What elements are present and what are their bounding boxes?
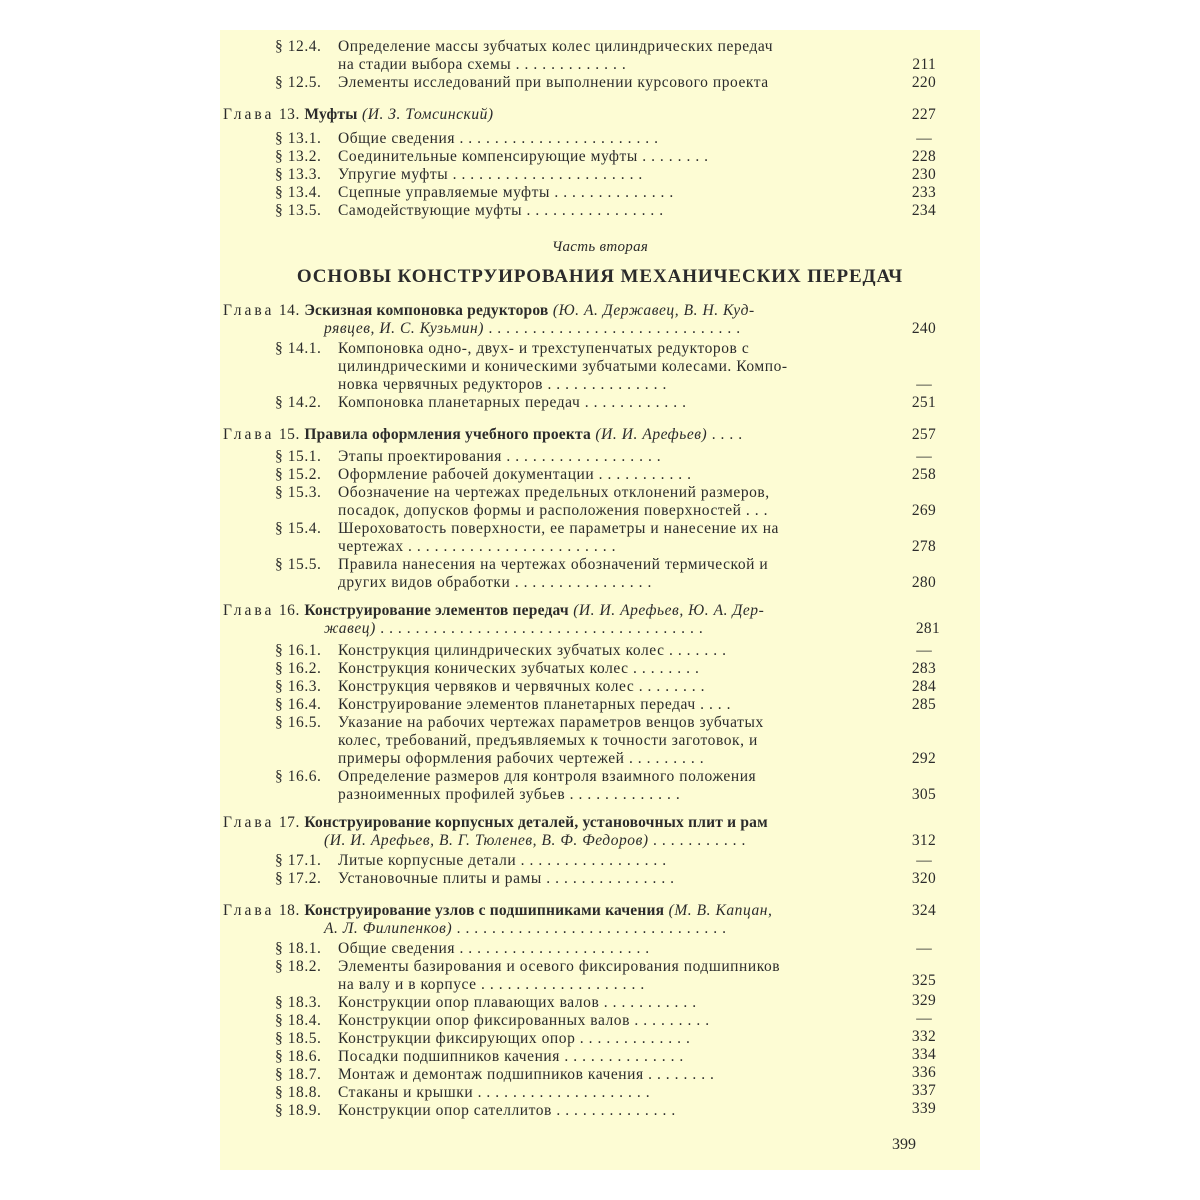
page-number: — xyxy=(916,130,932,147)
section-mark: § 16.5. xyxy=(275,714,322,731)
section-mark: § 13.5. xyxy=(275,202,322,219)
page-number: 278 xyxy=(911,538,936,555)
section-title: Обозначение на чертежах предельных отклонений размеров, xyxy=(338,484,770,501)
section-mark: § 14.2. xyxy=(275,394,322,411)
chapter-heading xyxy=(223,302,755,320)
section-mark: § 18.6. xyxy=(275,1048,322,1065)
section-title: чертежах . . . . . . . . . . . . . . . . . . . . . . . . xyxy=(338,538,617,555)
chapter-heading xyxy=(223,426,743,444)
section-mark: § 15.3. xyxy=(275,484,322,501)
chapter-authors: А. Л. Филипенков) xyxy=(324,920,453,937)
page-number: 228 xyxy=(911,148,936,165)
chapter-number: 17. xyxy=(278,814,300,831)
section-title: Конструкция конических зубчатых колес . . . . . . . . xyxy=(338,660,700,677)
chapter-lead: Глава xyxy=(223,302,275,319)
page-number: 227 xyxy=(911,106,936,123)
section-title: Общие сведения . . . . . . . . . . . . . . . . . . . . . . xyxy=(338,940,650,957)
section-title: Компоновка планетарных передач . . . . . . . . . . . . xyxy=(338,394,687,411)
section-title: Конструкции фиксирующих опор . . . . . . . . . . . . . xyxy=(338,1030,691,1047)
section-title: Конструкции опор плавающих валов . . . . . . . . . . . xyxy=(338,994,697,1011)
section-title: Элементы базирования и осевого фиксирования подшипников xyxy=(338,958,781,975)
page-number: 257 xyxy=(911,426,936,443)
chapter-authors: (Ю. А. Державец, В. Н. Куд- xyxy=(552,302,755,319)
section-mark: § 16.4. xyxy=(275,696,322,713)
page-number: — xyxy=(916,448,932,465)
section-title: Общие сведения . . . . . . . . . . . . . . . . . . . . . . . xyxy=(338,130,659,147)
chapter-heading xyxy=(223,814,768,832)
section-mark: § 16.1. xyxy=(275,642,322,659)
page-number: 240 xyxy=(911,320,936,337)
page-number: 324 xyxy=(911,902,936,919)
section-title: Конструкции опор фиксированных валов . . . . . . . . . xyxy=(338,1012,710,1029)
chapter-heading-cont xyxy=(324,920,727,938)
part-label: Часть вторая xyxy=(551,239,649,255)
section-title: Соединительные компенсирующие муфты . . . . . . . . xyxy=(338,148,709,165)
chapter-number: 16. xyxy=(278,602,300,619)
section-title: примеры оформления рабочих чертежей . . . . . . . . . xyxy=(338,750,705,767)
page-number: 283 xyxy=(911,660,936,677)
section-mark: § 17.1. xyxy=(275,852,322,869)
section-mark: § 18.7. xyxy=(275,1066,322,1083)
leader-dots: . . . . . . . . . . . . . . . . . . . . . . . . . . . . . xyxy=(488,320,741,337)
section-mark: § 18.1. xyxy=(275,940,322,957)
chapter-title: Эскизная компоновка редукторов xyxy=(304,302,549,319)
section-mark: § 18.5. xyxy=(275,1030,322,1047)
page-number: 336 xyxy=(911,1064,936,1081)
page-number: 234 xyxy=(911,202,936,219)
page-number: 230 xyxy=(911,166,936,183)
section-mark: § 13.1. xyxy=(275,130,322,147)
section-mark: § 13.4. xyxy=(275,184,322,201)
chapter-title: Правила оформления учебного проекта xyxy=(304,426,591,443)
section-mark: § 18.9. xyxy=(275,1102,322,1119)
section-title: Посадки подшипников качения . . . . . . . . . . . . . . xyxy=(338,1048,684,1065)
page-number: — xyxy=(916,376,932,393)
chapter-lead: Глава xyxy=(223,902,275,919)
section-title: Литые корпусные детали . . . . . . . . . . . . . . . . . xyxy=(338,852,667,869)
chapter-authors: (И. И. Арефьев, Ю. А. Дер- xyxy=(573,602,765,619)
chapter-lead: Глава xyxy=(223,602,275,619)
section-mark: § 18.2. xyxy=(275,958,322,975)
part-title: ОСНОВЫ КОНСТРУИРОВАНИЯ МЕХАНИЧЕСКИХ ПЕРЕДАЧ xyxy=(296,266,904,287)
page-number: — xyxy=(916,1010,932,1027)
leader-dots: . . . . . . . . . . . . . . . . . . . . . . . . . . . . . . . . . . . . . xyxy=(380,620,704,637)
section-mark: § 13.3. xyxy=(275,166,322,183)
page-number: 305 xyxy=(911,786,936,803)
page-number: 284 xyxy=(911,678,936,695)
leader-dots: . . . . . . . . . . . . . . . . . . . . . . . . . . . . . . . xyxy=(456,920,727,937)
section-title: Конструкция червяков и червячных колес . . . . . . . . xyxy=(338,678,706,695)
section-title: колес, требований, предъявляемых к точности заготовок, и xyxy=(338,732,758,749)
section-mark: § 18.4. xyxy=(275,1012,322,1029)
chapter-heading-cont xyxy=(324,320,741,338)
section-title: на валу и в корпусе . . . . . . . . . . . . . . . . . . . xyxy=(338,976,645,993)
page-number: 220 xyxy=(911,74,936,91)
section-title: Самодействующие муфты . . . . . . . . . . . . . . . . xyxy=(338,202,664,219)
page-number: 269 xyxy=(911,502,936,519)
chapter-number: 15. xyxy=(278,426,300,443)
folio-page-number: 399 xyxy=(892,1136,916,1153)
book-page xyxy=(220,30,980,1170)
section-mark: § 13.2. xyxy=(275,148,322,165)
page-number: 281 xyxy=(915,620,940,637)
section-mark: § 18.3. xyxy=(275,994,322,1011)
section-title: других видов обработки . . . . . . . . . . . . . . . . xyxy=(338,574,652,591)
chapter-number: 18. xyxy=(278,902,300,919)
chapter-lead: Глава xyxy=(223,426,275,443)
chapter-title: Конструирование узлов с подшипниками качения xyxy=(304,902,665,919)
section-mark: § 16.6. xyxy=(275,768,322,785)
chapter-authors: (И. И. Арефьев) xyxy=(595,426,708,443)
section-mark: § 15.1. xyxy=(275,448,322,465)
section-mark: § 16.2. xyxy=(275,660,322,677)
page-number: 329 xyxy=(911,992,936,1009)
page-number: — xyxy=(916,940,932,957)
page-number: 258 xyxy=(911,466,936,483)
chapter-title: Конструирование элементов передач xyxy=(304,602,569,619)
section-title: Упругие муфты . . . . . . . . . . . . . . . . . . . . . . xyxy=(338,166,643,183)
page-number: 312 xyxy=(911,832,936,849)
section-title: Указание на рабочих чертежах параметров венцов зубчатых xyxy=(338,714,764,731)
chapter-heading xyxy=(223,602,764,620)
section-title: Оформление рабочей документации . . . . . . . . . . . xyxy=(338,466,692,483)
section-title: Определение массы зубчатых колес цилиндрических передач xyxy=(338,38,774,55)
section-title: Этапы проектирования . . . . . . . . . . . . . . . . . . xyxy=(338,448,662,465)
section-mark: § 18.8. xyxy=(275,1084,322,1101)
chapter-title: Муфты xyxy=(304,106,358,123)
page-number: — xyxy=(916,852,932,869)
section-mark: § 15.4. xyxy=(275,520,322,537)
chapter-number: 13. xyxy=(278,106,300,123)
section-title: цилиндрическими и коническими зубчатыми колесами. Компо- xyxy=(338,358,788,375)
chapter-lead: Глава xyxy=(223,106,275,123)
page-number: 332 xyxy=(911,1028,936,1045)
section-mark: § 14.1. xyxy=(275,340,322,357)
section-title: Конструкции опор сателлитов . . . . . . . . . . . . . . xyxy=(338,1102,676,1119)
leader-dots: . . . . xyxy=(711,426,743,443)
page-number: 285 xyxy=(911,696,936,713)
page-number: 325 xyxy=(911,972,936,989)
chapter-authors: рявцев, И. С. Кузьмин) xyxy=(324,320,485,337)
chapter-number: 14. xyxy=(278,302,300,319)
section-title: Конструкция цилиндрических зубчатых колес . . . . . . . xyxy=(338,642,727,659)
section-mark: § 15.2. xyxy=(275,466,322,483)
section-mark: § 16.3. xyxy=(275,678,322,695)
chapter-lead: Глава xyxy=(223,814,275,831)
chapter-heading-cont xyxy=(324,620,703,638)
section-title: Сцепные управляемые муфты . . . . . . . . . . . . . . xyxy=(338,184,674,201)
chapter-title: Конструирование корпусных деталей, установочных плит и рам xyxy=(304,814,768,831)
section-title: Монтаж и демонтаж подшипников качения . . . . . . . . xyxy=(338,1066,715,1083)
chapter-heading xyxy=(223,106,494,124)
page-number: 334 xyxy=(911,1046,936,1063)
section-title: Конструирование элементов планетарных передач . . . . xyxy=(338,696,732,713)
section-title: Шероховатость поверхности, ее параметры и нанесение их на xyxy=(338,520,779,537)
section-title: посадок, допусков формы и расположения поверхностей . . . xyxy=(338,502,769,519)
page-number: 339 xyxy=(911,1100,936,1117)
section-mark: § 17.2. xyxy=(275,870,322,887)
section-title: Компоновка одно-, двух- и трехступенчатых редукторов с xyxy=(338,340,750,357)
section-title: Стаканы и крышки . . . . . . . . . . . . . . . . . . . . xyxy=(338,1084,651,1101)
section-mark: § 12.4. xyxy=(275,38,322,55)
section-mark: § 12.5. xyxy=(275,74,322,91)
section-title: Правила нанесения на чертежах обозначений термической и xyxy=(338,556,769,573)
chapter-authors: жавец) xyxy=(324,620,376,637)
page-number: 337 xyxy=(911,1082,936,1099)
page-number: 320 xyxy=(911,870,936,887)
page-number: 292 xyxy=(911,750,936,767)
chapter-heading xyxy=(223,902,772,920)
section-mark: § 15.5. xyxy=(275,556,322,573)
section-title: Установочные плиты и рамы . . . . . . . . . . . . . . . xyxy=(338,870,675,887)
section-title: на стадии выбора схемы . . . . . . . . . . . . . xyxy=(338,56,627,73)
page-number: 251 xyxy=(911,394,936,411)
section-title: разноименных профилей зубьев . . . . . . . . . . . . . xyxy=(338,786,681,803)
section-title: Определение размеров для контроля взаимного положения xyxy=(338,768,757,785)
page-number: — xyxy=(916,642,932,659)
section-title: новка червячных редукторов . . . . . . . . . . . . . . xyxy=(338,376,667,393)
chapter-authors: (И. И. Арефьев, В. Г. Тюленев, В. Ф. Федоров) xyxy=(324,832,649,849)
chapter-authors: (И. З. Томсинский) xyxy=(361,106,494,123)
leader-dots: . . . . . . . . . . . xyxy=(653,832,746,849)
page-number: 280 xyxy=(911,574,936,591)
chapter-authors: (М. В. Капцан, xyxy=(668,902,773,919)
page-number: 233 xyxy=(911,184,936,201)
page-number: 211 xyxy=(912,56,936,73)
chapter-heading-cont xyxy=(324,832,746,850)
section-title: Элементы исследований при выполнении курсового проекта xyxy=(338,74,769,91)
